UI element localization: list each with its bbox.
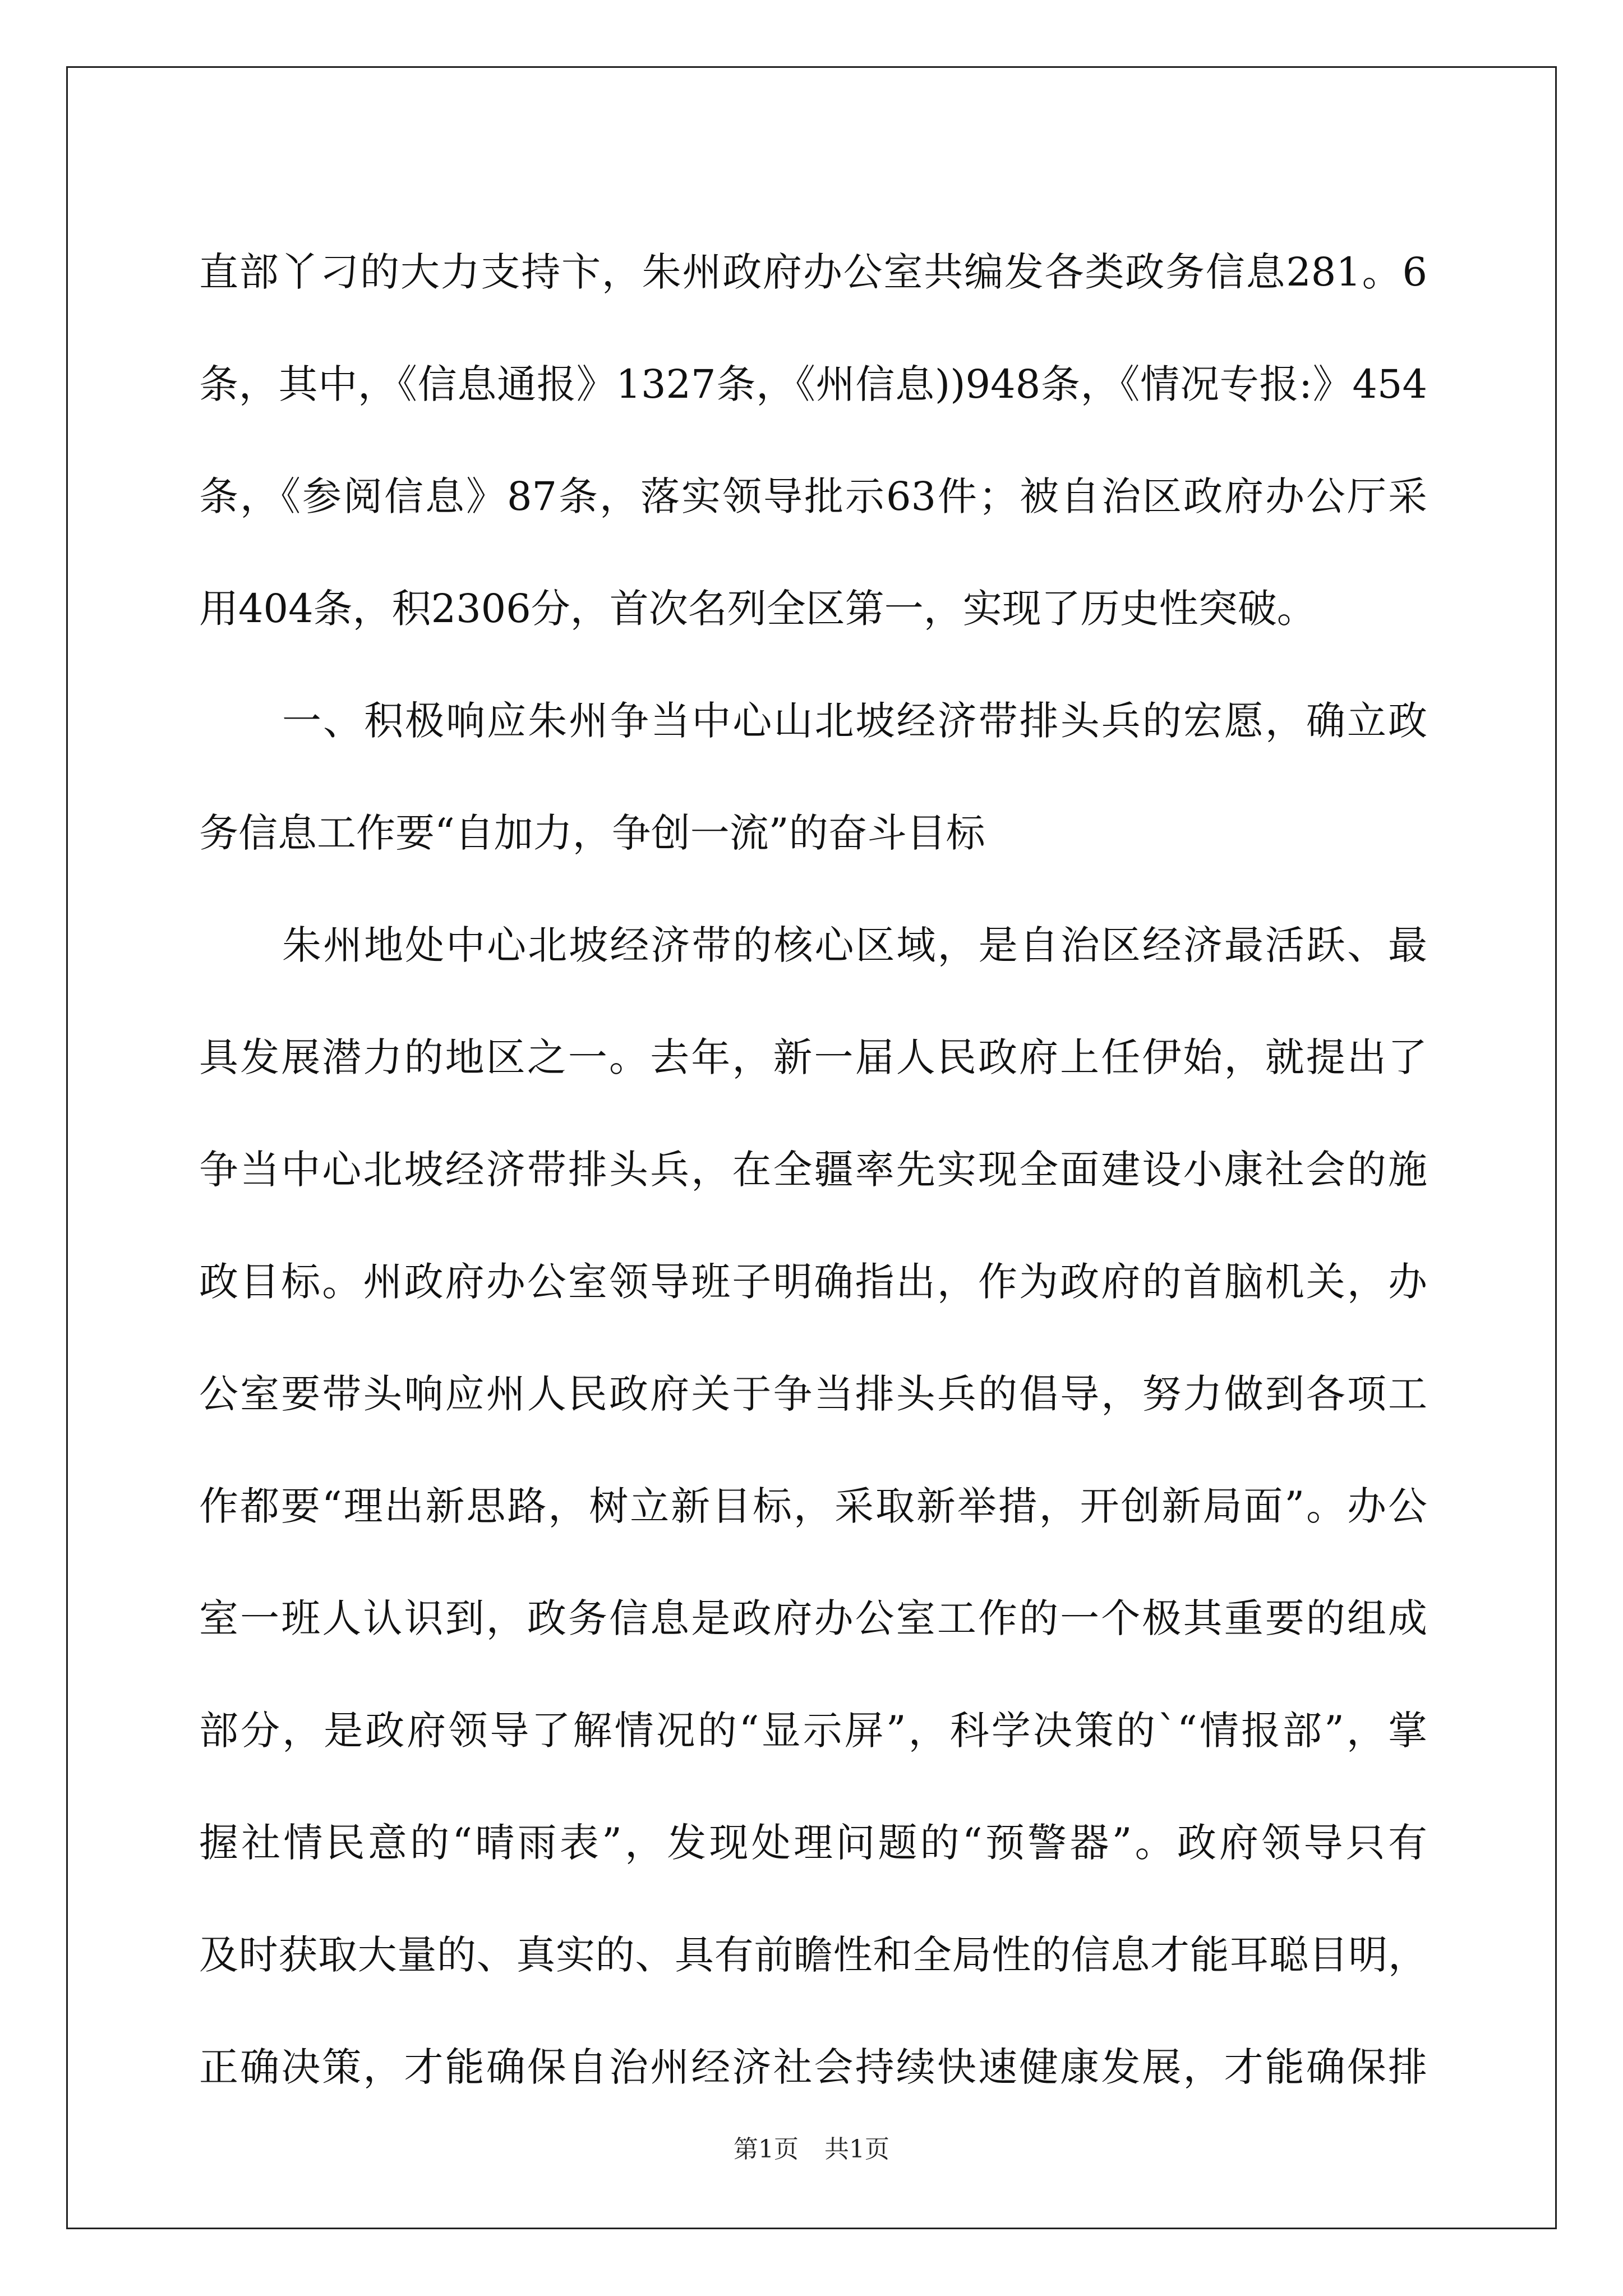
text-line: 及时获取大量的、真实的、具有前瞻性和全局性的信息才能耳聪目明， [199,1932,1427,1978]
text-line: 朱州地处中心北坡经济带的核心区域，是自治区经济最活跃、最 [282,922,1427,968]
text-line: 条，《参阅信息》87条，落实领导批示63件；被自治区政府办公厅采 [199,473,1427,519]
document-body [199,216,1427,2123]
text-line: 政目标。州政府办公室领导班子明确指出，作为政府的首脑机关，办 [199,1259,1427,1305]
text-line: 部分，是政府领导了解情况的“显示屏”，科学决策的`“情报部”，掌 [199,1708,1427,1754]
text-line: 作都要“理出新思路，树立新目标，采取新举措，开创新局面”。办公 [199,1483,1427,1529]
page-total: 共1页 [824,2135,889,2164]
text-line: 握社情民意的“晴雨表”，发现处理问题的“预警器”。政府领导只有 [199,1820,1427,1866]
text-line: 正确决策，才能确保自治州经济社会持续快速健康发展，才能确保排 [199,2044,1427,2090]
text-line: 直部丫刁的大力支持卞，朱州政府办公室共编发各类政务信息281。6 [199,249,1427,295]
text-line: 具发展潜力的地区之一。去年，新一届人民政府上任伊始，就提出了 [199,1034,1427,1080]
text-line: 条，其中，《信息通报》1327条，《州信息))948条，《情况专报:》454 [199,361,1427,407]
text-line: 争当中心北坡经济带排头兵，在全疆率先实现全面建设小康社会的施 [199,1147,1427,1193]
text-line: 公室要带头响应州人民政府关于争当排头兵的倡导，努力做到各项工 [199,1371,1427,1417]
page-footer [0,2129,1623,2165]
section-heading-line: 务信息工作要“自加力，争创一流”的奋斗目标 [199,810,985,856]
text-line: 室一班人认识到，政务信息是政府办公室工作的一个极其重要的组成 [199,1595,1427,1641]
text-line: 用404条，积2306分，首次名列全区第一，实现了历史性突破。 [199,586,1316,632]
page-number: 第1页 [734,2135,799,2164]
section-heading-line: 一、积极响应朱州争当中心山北坡经济带排头兵的宏愿，确立政 [282,698,1427,744]
